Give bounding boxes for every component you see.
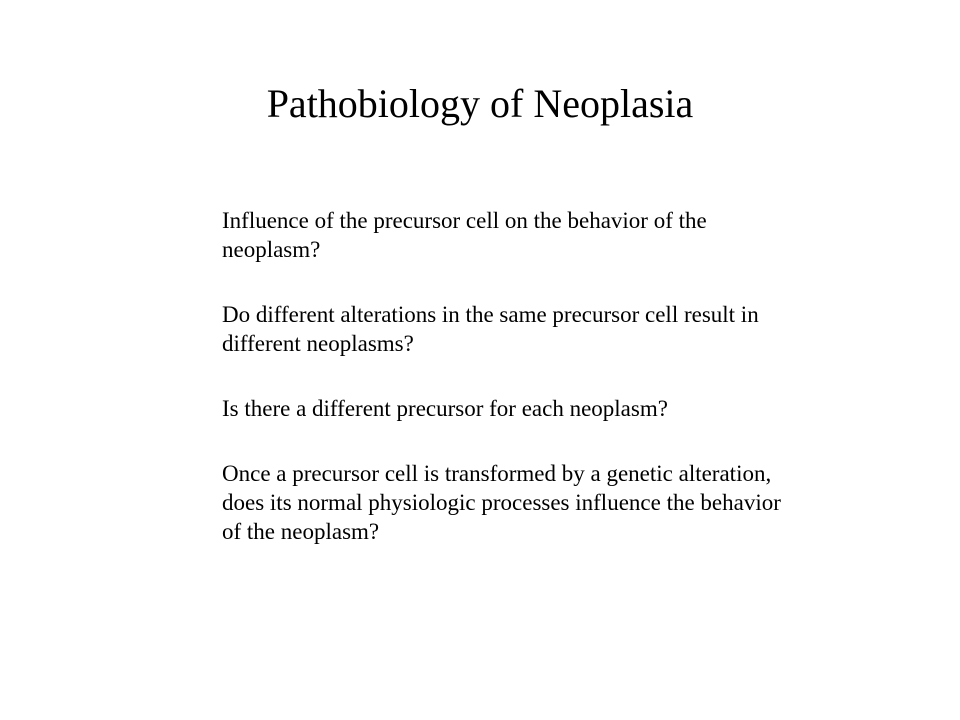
question-item: Do different alterations in the same precursor cell result in different neoplasms? bbox=[222, 302, 759, 356]
question-item: Once a precursor cell is transformed by a genetic alteration, does its normal physiologic processes influence the behavior of the neoplasm? bbox=[222, 461, 781, 544]
question-item: Influence of the precursor cell on the behavior of the neoplasm? bbox=[222, 208, 707, 262]
question-list bbox=[222, 206, 782, 582]
question-item: Is there a different precursor for each neoplasm? bbox=[222, 396, 668, 421]
slide-title: Pathobiology of Neoplasia bbox=[266, 81, 694, 126]
